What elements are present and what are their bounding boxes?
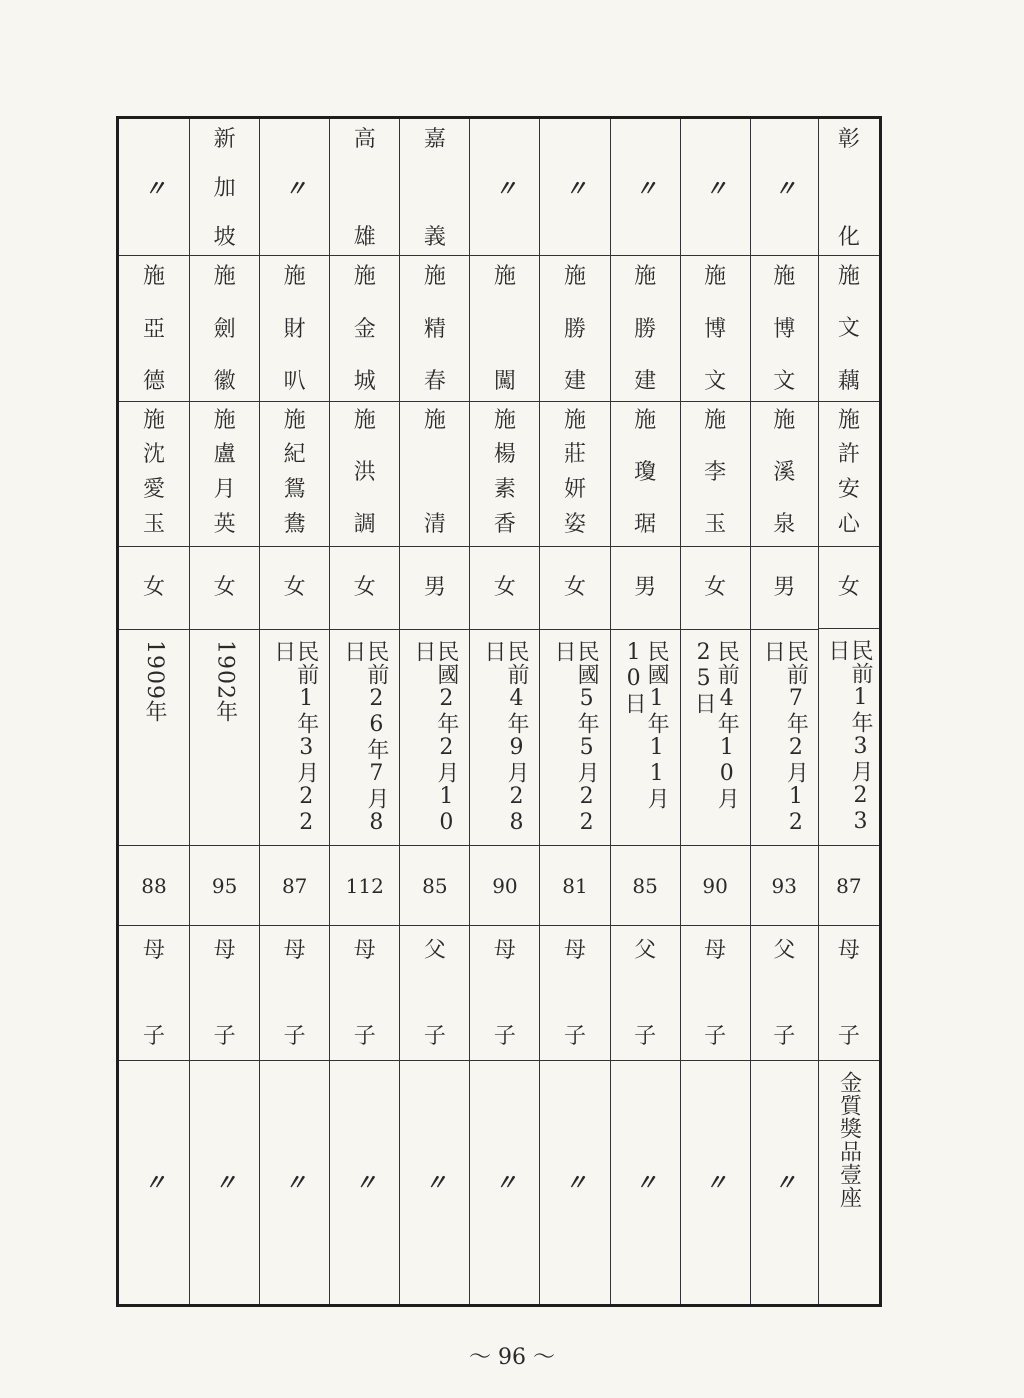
sex-value: 女 — [563, 574, 586, 600]
birth-date: 民前7年2月12日 — [760, 639, 809, 836]
husband-name-char: 施 — [773, 264, 796, 290]
husband-name-char: 徽 — [213, 368, 236, 394]
awardee-name-char: 莊 — [563, 442, 586, 468]
place-char: 〃 — [705, 176, 726, 203]
husband-name-cell — [330, 256, 399, 401]
husband-name-char: 建 — [563, 368, 586, 394]
age-cell — [119, 846, 189, 926]
birth-date-cell — [400, 630, 469, 847]
husband-name-char: 文 — [704, 368, 727, 394]
awardee-name-char: 施 — [704, 407, 727, 433]
husband-name-char: 建 — [634, 368, 657, 394]
age-value: 90 — [492, 873, 518, 898]
relation-char: 子 — [493, 1024, 516, 1050]
husband-name-cell — [751, 256, 818, 401]
place-char: 〃 — [774, 176, 795, 203]
relation-char: 子 — [634, 1024, 657, 1050]
husband-name-char: 施 — [353, 264, 376, 290]
place-char: 嘉 — [423, 127, 446, 152]
husband-name-char: 藕 — [837, 368, 860, 394]
sex-value: 女 — [283, 574, 306, 600]
age-value: 85 — [632, 873, 658, 898]
age-cell — [330, 846, 399, 926]
relation-char: 子 — [773, 1024, 796, 1050]
awardee-name-char: 心 — [837, 511, 860, 537]
husband-name-char: 施 — [634, 264, 657, 290]
husband-name-char: 城 — [353, 368, 376, 394]
awardee-name-cell — [330, 402, 399, 547]
award-value: 〃 — [774, 1169, 795, 1196]
birth-date-cell — [470, 630, 539, 847]
awardee-name-cell — [190, 402, 259, 547]
sex-cell — [540, 547, 609, 630]
awardee-name-char: 施 — [213, 407, 236, 433]
age-value: 88 — [141, 873, 167, 898]
awardee-name-char: 素 — [493, 477, 516, 503]
husband-name-char: 文 — [773, 368, 796, 394]
awardee-name-char: 琚 — [634, 511, 657, 537]
age-cell — [819, 846, 879, 926]
husband-name-char: 金 — [353, 316, 376, 342]
place-char: 雄 — [353, 225, 376, 251]
age-cell — [611, 846, 680, 926]
birth-date: 民前1年3月23日 — [824, 639, 873, 836]
place-cell — [540, 119, 609, 256]
award-value: 〃 — [214, 1169, 235, 1196]
sex-cell — [400, 547, 469, 630]
awardee-name-char: 英 — [213, 511, 236, 537]
awardee-name-char: 瓊 — [634, 459, 657, 485]
husband-name-char: 勝 — [563, 316, 586, 342]
age-cell — [681, 846, 750, 926]
relation-char: 子 — [423, 1024, 446, 1050]
place-char: 新 — [213, 127, 236, 152]
awardee-name-char: 施 — [423, 407, 446, 433]
relation-cell — [751, 926, 818, 1061]
table-column — [119, 119, 189, 1304]
awardee-name-char: 盧 — [213, 442, 236, 468]
age-cell — [751, 846, 818, 926]
husband-name-cell — [190, 256, 259, 401]
relation-char: 子 — [563, 1024, 586, 1050]
award-value: 〃 — [564, 1169, 585, 1196]
award-cell — [330, 1061, 399, 1304]
age-cell — [470, 846, 539, 926]
birth-date: 1902年 — [212, 639, 238, 723]
place-cell — [190, 119, 259, 256]
husband-name-cell — [260, 256, 329, 401]
award-value: 〃 — [354, 1169, 375, 1196]
award-cell — [819, 1061, 879, 1304]
place-cell — [119, 119, 189, 256]
awardee-name-char: 許 — [837, 442, 860, 468]
awardee-name-cell — [540, 402, 609, 547]
table-column — [189, 119, 259, 1304]
place-char: 彰 — [837, 127, 860, 152]
husband-name-char: 施 — [283, 264, 306, 290]
place-cell — [681, 119, 750, 256]
place-cell — [470, 119, 539, 256]
age-value: 112 — [345, 873, 384, 898]
relation-char: 子 — [704, 1024, 727, 1050]
birth-date-cell — [819, 629, 879, 846]
husband-name-char: 施 — [837, 264, 860, 290]
relation-char: 母 — [563, 937, 586, 963]
awardee-name-char: 鴦 — [283, 511, 306, 537]
relation-char: 子 — [143, 1024, 166, 1050]
birth-date: 民國5年5月22日 — [550, 639, 600, 836]
place-cell — [751, 119, 818, 256]
relation-char: 母 — [493, 937, 516, 963]
husband-name-char: 施 — [213, 264, 236, 290]
award-table — [116, 116, 882, 1307]
husband-name-cell — [540, 256, 609, 401]
birth-date: 民國1年11月10日 — [621, 639, 670, 810]
table-column — [818, 119, 879, 1304]
place-cell — [819, 119, 879, 256]
awardee-name-cell — [751, 402, 818, 547]
age-value: 95 — [211, 873, 238, 898]
age-value: 90 — [702, 873, 728, 898]
awardee-name-char: 玉 — [143, 511, 166, 537]
awardee-name-char: 調 — [353, 511, 376, 537]
awardee-name-char: 施 — [353, 407, 376, 433]
awardee-name-cell — [681, 402, 750, 547]
relation-cell — [260, 926, 329, 1061]
birth-date-cell — [190, 630, 259, 847]
award-cell — [470, 1061, 539, 1304]
place-char: 高 — [353, 127, 376, 152]
sex-cell — [819, 547, 879, 630]
relation-char: 母 — [283, 937, 306, 963]
husband-name-cell — [119, 256, 189, 401]
award-value: 〃 — [144, 1169, 165, 1196]
sex-value: 女 — [353, 574, 376, 600]
place-char: 化 — [837, 225, 860, 251]
sex-value: 男 — [634, 574, 657, 600]
husband-name-char: 亞 — [143, 316, 166, 342]
relation-cell — [819, 926, 879, 1061]
husband-name-char: 施 — [704, 264, 727, 290]
birth-date-cell — [260, 630, 329, 847]
relation-char: 母 — [704, 937, 727, 963]
relation-char: 父 — [423, 937, 446, 963]
relation-char: 母 — [213, 937, 236, 963]
birth-date: 民國2年2月10日 — [410, 639, 459, 836]
awardee-name-char: 姿 — [563, 511, 586, 537]
awardee-name-char: 安 — [837, 477, 860, 503]
table-column — [750, 119, 818, 1304]
award-value: 〃 — [424, 1169, 445, 1196]
table-column — [259, 119, 329, 1304]
awardee-name-char: 愛 — [143, 477, 166, 503]
awardee-name-cell — [470, 402, 539, 547]
relation-char: 母 — [143, 937, 166, 963]
relation-cell — [681, 926, 750, 1061]
place-char: 〃 — [635, 176, 656, 203]
relation-char: 母 — [353, 937, 376, 963]
husband-name-char: 文 — [837, 316, 860, 342]
birth-date-cell — [119, 630, 189, 847]
awardee-name-char: 李 — [704, 459, 727, 485]
table-column — [469, 119, 539, 1304]
award-cell — [681, 1061, 750, 1304]
relation-cell — [190, 926, 259, 1061]
award-value: 〃 — [494, 1169, 515, 1196]
birth-date: 民前4年10月25日 — [691, 639, 740, 810]
birth-date-cell — [540, 630, 609, 847]
birth-date-cell — [330, 630, 399, 847]
husband-name-char: 博 — [704, 316, 727, 342]
sex-cell — [260, 547, 329, 630]
award-cell — [190, 1061, 259, 1304]
sex-value: 女 — [213, 574, 236, 600]
husband-name-char: 財 — [283, 316, 306, 342]
age-value: 85 — [422, 873, 448, 898]
awardee-name-char: 月 — [213, 477, 236, 503]
sex-cell — [119, 547, 189, 630]
place-char: 加 — [213, 176, 236, 202]
husband-name-char: 闖 — [493, 368, 516, 394]
awardee-name-char: 香 — [493, 511, 516, 537]
awardee-name-char: 施 — [563, 407, 586, 433]
awardee-name-char: 楊 — [493, 442, 516, 468]
place-char: 〃 — [144, 176, 165, 203]
husband-name-cell — [400, 256, 469, 401]
awardee-name-char: 施 — [634, 407, 657, 433]
award-cell — [119, 1061, 189, 1304]
place-cell — [330, 119, 399, 256]
relation-cell — [540, 926, 609, 1061]
husband-name-cell — [470, 256, 539, 401]
husband-name-char: 劍 — [213, 316, 236, 342]
relation-cell — [611, 926, 680, 1061]
husband-name-char: 叭 — [283, 368, 306, 394]
sex-cell — [681, 547, 750, 630]
awardee-name-char: 施 — [143, 407, 166, 433]
place-char: 坡 — [213, 225, 236, 251]
husband-name-char: 施 — [563, 264, 586, 290]
relation-cell — [119, 926, 189, 1061]
husband-name-cell — [611, 256, 680, 401]
place-char: 〃 — [494, 176, 515, 203]
husband-name-cell — [681, 256, 750, 401]
awardee-name-cell — [400, 402, 469, 547]
awardee-name-char: 施 — [837, 407, 860, 433]
sex-cell — [751, 547, 818, 630]
sex-value: 女 — [143, 574, 166, 600]
award-cell — [751, 1061, 818, 1304]
relation-char: 子 — [213, 1024, 236, 1050]
page-number: ～ 96 ～ — [469, 1345, 555, 1370]
award-cell — [611, 1061, 680, 1304]
sex-value: 女 — [493, 574, 516, 600]
age-cell — [540, 846, 609, 926]
age-value: 93 — [771, 873, 797, 898]
awardee-name-cell — [819, 402, 879, 547]
awardee-name-char: 妍 — [563, 477, 586, 503]
awardee-name-char: 溪 — [773, 459, 796, 485]
age-cell — [260, 846, 329, 926]
sex-value: 男 — [423, 574, 446, 600]
awardee-name-char: 清 — [423, 511, 446, 537]
sex-cell — [330, 547, 399, 630]
awardee-name-char: 施 — [773, 407, 796, 433]
relation-char: 父 — [773, 937, 796, 963]
relation-char: 子 — [283, 1024, 306, 1050]
table-column — [610, 119, 680, 1304]
relation-char: 母 — [837, 937, 860, 963]
place-cell — [400, 119, 469, 256]
awardee-name-char: 施 — [493, 407, 516, 433]
relation-cell — [470, 926, 539, 1061]
age-value: 81 — [562, 873, 588, 898]
awardee-name-char: 施 — [283, 407, 306, 433]
awardee-name-char: 洪 — [353, 459, 376, 485]
husband-name-char: 施 — [423, 264, 446, 290]
award-value: 〃 — [705, 1169, 726, 1196]
awardee-name-char: 泉 — [773, 511, 796, 537]
relation-cell — [330, 926, 399, 1061]
awardee-name-cell — [260, 402, 329, 547]
husband-name-char: 精 — [423, 316, 446, 342]
sex-value: 女 — [704, 574, 727, 600]
husband-name-char: 德 — [143, 368, 166, 394]
table-column — [399, 119, 469, 1304]
awardee-name-cell — [611, 402, 680, 547]
relation-char: 父 — [634, 937, 657, 963]
award-value: 〃 — [284, 1169, 305, 1196]
husband-name-char: 春 — [423, 368, 446, 394]
table-column — [680, 119, 750, 1304]
birth-date: 1909年 — [142, 639, 168, 723]
age-value: 87 — [836, 873, 862, 898]
awardee-name-char: 鴛 — [283, 477, 306, 503]
place-char: 義 — [423, 225, 446, 251]
birth-date-cell — [611, 630, 680, 847]
husband-name-char: 施 — [493, 264, 516, 290]
relation-char: 子 — [353, 1024, 376, 1050]
place-char: 〃 — [564, 176, 585, 203]
sex-value: 男 — [773, 574, 796, 600]
birth-date: 民前26年7月8日 — [340, 639, 389, 836]
birth-date-cell — [681, 630, 750, 847]
sex-cell — [190, 547, 259, 630]
age-cell — [400, 846, 469, 926]
place-char: 〃 — [284, 176, 305, 203]
awardee-name-char: 玉 — [704, 511, 727, 537]
award-cell — [260, 1061, 329, 1304]
award-value: 金質獎品壹座 — [836, 1071, 862, 1210]
husband-name-cell — [819, 256, 879, 401]
awardee-name-cell — [119, 402, 189, 547]
birth-date-cell — [751, 630, 818, 847]
award-value: 〃 — [635, 1169, 656, 1196]
place-cell — [260, 119, 329, 256]
sex-cell — [611, 547, 680, 630]
awardee-name-char: 沈 — [143, 442, 166, 468]
age-value: 87 — [281, 873, 308, 898]
award-cell — [400, 1061, 469, 1304]
birth-date: 民前1年3月22日 — [270, 639, 319, 836]
husband-name-char: 勝 — [634, 316, 657, 342]
birth-date: 民前4年9月28日 — [480, 639, 529, 836]
age-cell — [190, 846, 259, 926]
sex-cell — [470, 547, 539, 630]
place-cell — [611, 119, 680, 256]
award-cell — [540, 1061, 609, 1304]
relation-char: 子 — [837, 1024, 860, 1050]
husband-name-char: 博 — [773, 316, 796, 342]
husband-name-char: 施 — [143, 264, 166, 290]
table-column — [539, 119, 609, 1304]
table-column — [329, 119, 399, 1304]
relation-cell — [400, 926, 469, 1061]
sex-value: 女 — [837, 574, 860, 600]
awardee-name-char: 紀 — [283, 442, 306, 468]
